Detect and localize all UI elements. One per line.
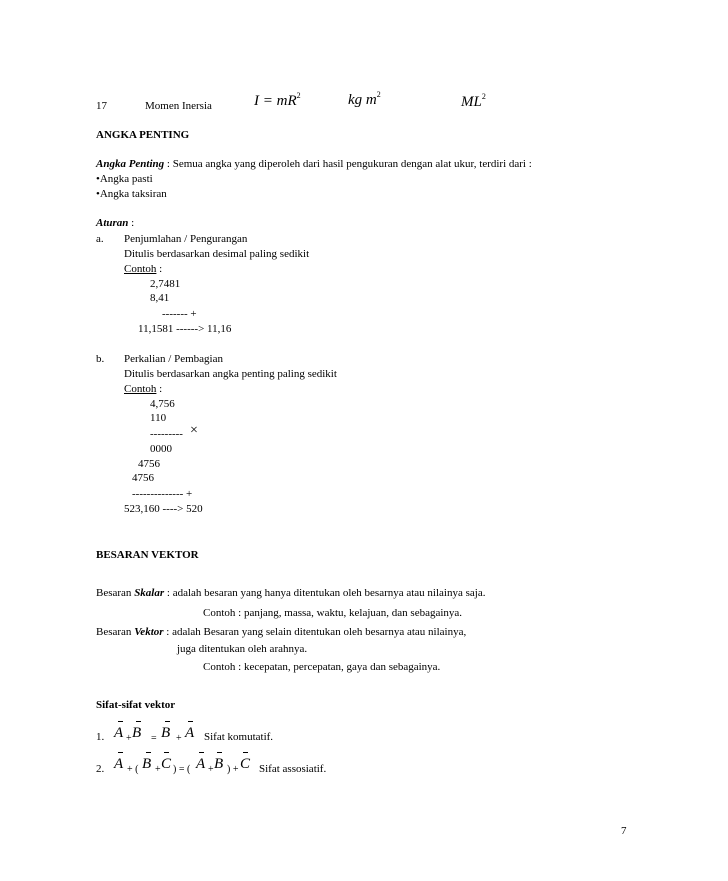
vector-bar bbox=[136, 721, 141, 722]
vector-bar bbox=[217, 752, 222, 753]
example-result: 11,1581 ------> 11,16 bbox=[138, 323, 232, 335]
operator: + bbox=[155, 764, 161, 775]
vector-bar bbox=[243, 752, 248, 753]
example-label: Contoh : bbox=[124, 263, 163, 275]
example-line: 4756 bbox=[132, 472, 154, 484]
example-line: 2,7481 bbox=[150, 278, 181, 290]
dimension: $ML^2$ bbox=[461, 92, 486, 110]
vector-bar bbox=[165, 721, 170, 722]
example-line: 8,41 bbox=[150, 292, 170, 304]
rule-description: Ditulis berdasarkan angka penting paling sedikit bbox=[124, 368, 337, 380]
property-description: Sifat komutatif. bbox=[204, 731, 274, 743]
vector-bar bbox=[164, 752, 169, 753]
vektor-definition: Besaran Vektor : adalah Besaran yang selain ditentukan oleh besarnya atau nilainya, bbox=[96, 626, 467, 638]
vector-b: B bbox=[132, 725, 142, 741]
bullet-item: •Angka taksiran bbox=[96, 188, 167, 200]
rule-title: Perkalian / Pembagian bbox=[124, 353, 223, 365]
vektor-definition-cont: juga ditentukan oleh arahnya. bbox=[177, 643, 308, 655]
vector-bar bbox=[118, 721, 123, 722]
vector-bar bbox=[146, 752, 151, 753]
properties-heading: Sifat-sifat vektor bbox=[96, 699, 176, 711]
vector-bar bbox=[188, 721, 193, 722]
example-result: 523,160 ----> 520 bbox=[124, 503, 203, 515]
vector-a: A bbox=[114, 756, 124, 772]
definition-angka-penting: Angka Penting : Semua angka yang diperoleh dari hasil pengukuran dengan alat ukur, terdiri dari : bbox=[96, 158, 532, 170]
example-line: 4756 bbox=[138, 458, 160, 470]
row-number: 17 bbox=[96, 100, 107, 112]
rules-label: Aturan : bbox=[96, 217, 135, 229]
vector-c: C bbox=[240, 756, 251, 772]
vector-b: B bbox=[161, 725, 171, 741]
times-icon: × bbox=[190, 423, 198, 438]
vector-b: B bbox=[142, 756, 152, 772]
skalar-example: Contoh : panjang, massa, waktu, kelajuan, dan sebagainya. bbox=[203, 607, 463, 619]
example-line: 110 bbox=[150, 412, 167, 424]
vector-b: B bbox=[214, 756, 224, 772]
rule-title: Penjumlahan / Pengurangan bbox=[124, 233, 248, 245]
example-line: ------- + bbox=[162, 308, 197, 320]
rule-marker: b. bbox=[96, 353, 105, 365]
bullet-item: •Angka pasti bbox=[96, 173, 153, 185]
equals-sign: = bbox=[151, 733, 157, 744]
example-line: 4,756 bbox=[150, 398, 175, 410]
vector-a: A bbox=[185, 725, 195, 741]
example-line: --------- bbox=[150, 428, 183, 440]
rule-description: Ditulis berdasarkan desimal paling sedikit bbox=[124, 248, 310, 260]
plus-sign: + bbox=[126, 733, 132, 744]
property-description: Sifat assosiatif. bbox=[259, 763, 327, 775]
operator: + ( bbox=[127, 764, 139, 775]
rule-marker: a. bbox=[96, 233, 104, 245]
section-heading-angka-penting: ANGKA PENTING bbox=[96, 129, 190, 141]
plus-sign: + bbox=[176, 733, 182, 744]
vektor-example: Contoh : kecepatan, percepatan, gaya dan sebagainya. bbox=[203, 661, 441, 673]
vector-bar bbox=[199, 752, 204, 753]
operator: ) + bbox=[227, 764, 239, 775]
section-heading-besaran-vektor: BESARAN VEKTOR bbox=[96, 549, 199, 561]
vector-a: A bbox=[196, 756, 206, 772]
quantity-name: Momen Inersia bbox=[145, 100, 212, 112]
example-line: -------------- + bbox=[132, 488, 193, 500]
formula: $I = mR^2$ bbox=[254, 91, 301, 109]
example-line: 0000 bbox=[150, 443, 172, 455]
vector-a: A bbox=[114, 725, 124, 741]
example-label: Contoh : bbox=[124, 383, 163, 395]
skalar-definition: Besaran Skalar : adalah besaran yang hanya ditentukan oleh besarnya atau nilainya saja. bbox=[96, 587, 486, 599]
operator: ) = ( bbox=[173, 764, 191, 775]
property-number: 2. bbox=[96, 763, 105, 775]
page-number: 7 bbox=[621, 825, 627, 837]
property-number: 1. bbox=[96, 731, 105, 743]
vector-c: C bbox=[161, 756, 172, 772]
vector-bar bbox=[118, 752, 123, 753]
operator: + bbox=[208, 764, 214, 775]
unit: kg $m^2$ bbox=[348, 90, 381, 108]
